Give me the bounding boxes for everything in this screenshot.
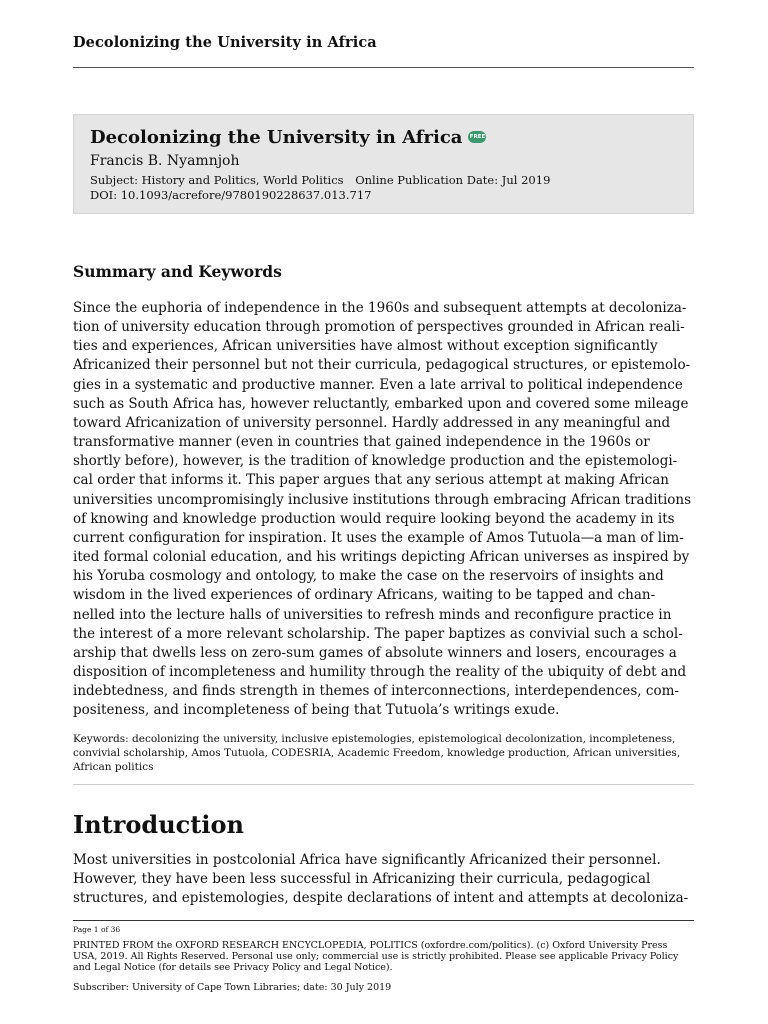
abstract-line: indebtedness, and finds strength in themes of interconnections, interdependences, com- <box>73 683 679 700</box>
abstract-line: tion of university education through promotion of perspectives grounded in African reali- <box>73 319 685 336</box>
subject-line <box>90 173 550 187</box>
publication-date-label: Online Publication Date: <box>355 173 499 187</box>
abstract-line: such as South Africa has, however reluctantly, embarked upon and covered some mileage <box>73 395 689 412</box>
notice-line: and Legal Notice (for details see Privacy Policy and Legal Notice). <box>73 962 393 974</box>
page-number: Page 1 of 36 <box>73 925 121 934</box>
introduction-heading: Introduction <box>73 810 244 839</box>
notice-line: USA, 2019. All Rights Reserved. Personal use only; commercial use is strictly prohibited. Please see applicable Privacy Policy <box>73 951 679 963</box>
doi-value[interactable]: 10.1093/acrefore/9780190228637.013.717 <box>120 188 372 202</box>
abstract-line: toward Africanization of university personnel. Hardly addressed in any meaningful and <box>73 414 671 431</box>
introduction-text <box>73 851 698 908</box>
running-header: Decolonizing the University in Africa <box>73 34 377 51</box>
article-metadata-box <box>73 114 694 214</box>
abstract-line: ties and experiences, African universities have almost without exception significantly <box>73 338 658 355</box>
abstract-line: disposition of incompleteness and humility through the reality of the ubiquity of debt and <box>73 663 687 680</box>
publication-date-value: Jul 2019 <box>501 173 551 187</box>
notice-line: PRINTED FROM the OXFORD RESEARCH ENCYCLOPEDIA, POLITICS (oxfordre.com/politics). (c) Oxford University Press <box>73 940 668 951</box>
subject-value[interactable]: History and Politics, World Politics <box>141 173 344 187</box>
abstract-line: current configuration for inspiration. It uses the example of Amos Tutuola—a man of lim- <box>73 529 684 546</box>
abstract-line: the interest of a more relevant scholarship. The paper baptizes as convivial such a schol- <box>73 625 683 642</box>
abstract-line: universities uncompromisingly inclusive institutions through embracing African traditions <box>73 491 692 508</box>
abstract-line: Africanized their personnel but not their curricula, pedagogical structures, or epistemolo- <box>73 357 691 374</box>
section-divider <box>73 784 694 785</box>
abstract-text <box>73 299 698 720</box>
abstract-line: wisdom in the lived experiences of ordinary Africans, waiting to be tapped and chan- <box>73 587 656 604</box>
abstract-line: his Yoruba cosmology and ontology, to make the case on the reservoirs of insights and <box>73 568 664 585</box>
article-title <box>90 127 486 148</box>
abstract-line: gies in a systematic and productive manner. Even a late arrival to political independence <box>73 376 683 393</box>
free-access-icon: FREE <box>468 131 486 143</box>
copyright-notice <box>73 940 703 974</box>
header-divider <box>73 67 694 68</box>
keywords-line: African politics <box>73 761 154 773</box>
introduction-line: Most universities in postcolonial Africa have significantly Africanized their personnel. <box>73 852 661 868</box>
doi-label: DOI: <box>90 188 118 202</box>
abstract-line: nelled into the lecture halls of universities to refresh minds and reconfigure practice in <box>73 606 672 623</box>
abstract-line: shortly before), however, is the tradition of knowledge production and the epistemologi- <box>73 453 678 470</box>
introduction-line: However, they have been less successful in Africanizing their curricula, pedagogical <box>73 871 651 888</box>
doi-line <box>90 188 371 202</box>
summary-heading: Summary and Keywords <box>73 262 282 281</box>
keywords-line: convivial scholarship, Amos Tutuola, CODESRIA, Academic Freedom, knowledge production, African universities, <box>73 747 681 759</box>
abstract-line: cal order that informs it. This paper argues that any serious attempt at making African <box>73 472 669 489</box>
abstract-line: Since the euphoria of independence in the 1960s and subsequent attempts at decoloniza- <box>73 300 687 316</box>
abstract-line: positeness, and incompleteness of being that Tutuola’s writings exude. <box>73 702 560 719</box>
introduction-line: structures, and epistemologies, despite declarations of intent and attempts at decoloniza- <box>73 890 689 907</box>
subscriber-line: Subscriber: University of Cape Town Libraries; date: 30 July 2019 <box>73 982 392 993</box>
abstract-line: ited formal colonial education, and his writings depicting African universes as inspired by <box>73 549 690 566</box>
footer-divider <box>73 920 694 921</box>
keywords-line: Keywords: decolonizing the university, inclusive epistemologies, epistemological decolonization, incompleteness, <box>73 733 676 745</box>
article-title-text: Decolonizing the University in Africa <box>90 127 463 148</box>
article-author[interactable]: Francis B. Nyamnjoh <box>90 153 240 169</box>
abstract-line: transformative manner (even in countries that gained independence in the 1960s or <box>73 434 650 451</box>
abstract-line: arship that dwells less on zero-sum games of absolute winners and losers, encourages a <box>73 644 677 661</box>
subject-label: Subject: <box>90 173 138 187</box>
keywords-block <box>73 732 703 774</box>
abstract-line: of knowing and knowledge production would require looking beyond the academy in its <box>73 510 675 527</box>
